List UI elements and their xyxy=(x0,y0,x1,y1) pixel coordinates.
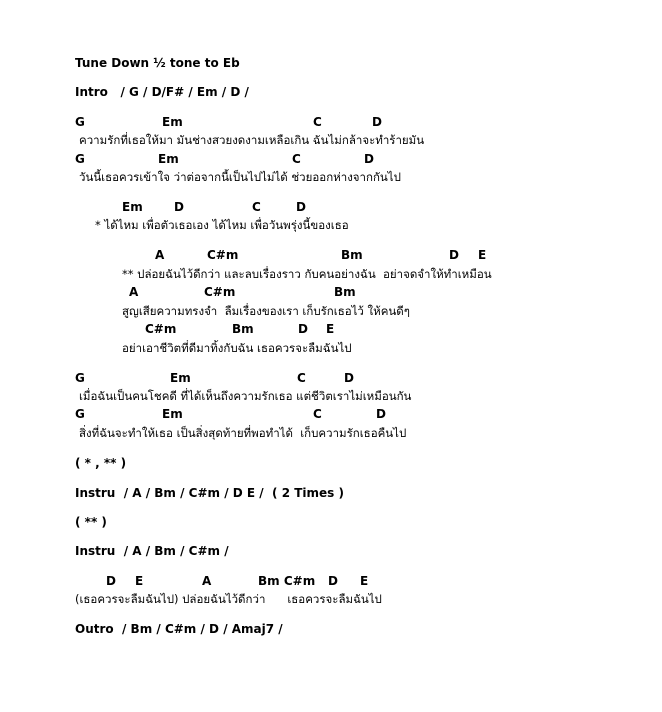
chord: Em xyxy=(170,371,191,385)
chord: A xyxy=(129,285,139,299)
lyric-line: อย่าเอาชีวิตที่ดีมาทิ้งกับฉัน เธอควรจะลืมฉันไป xyxy=(122,341,352,355)
chord: C#m xyxy=(207,248,239,262)
chord: A xyxy=(155,248,165,262)
instrumental-line: Instru / A / Bm / C#m / D E / ( 2 Times ) xyxy=(75,486,344,500)
chord: C xyxy=(297,371,306,385)
chord: A xyxy=(202,574,212,588)
chord: G xyxy=(75,115,85,129)
chord: Em xyxy=(162,407,183,421)
chord: Bm xyxy=(232,322,254,336)
chord: Bm C#m xyxy=(258,574,316,588)
chord: C xyxy=(252,200,261,214)
chord: D xyxy=(364,152,374,166)
repeat-marker: ( ** ) xyxy=(75,515,107,529)
chord: Em xyxy=(162,115,183,129)
chord: Bm xyxy=(334,285,356,299)
chord: D xyxy=(328,574,338,588)
chord: D xyxy=(372,115,382,129)
chord: E xyxy=(478,248,487,262)
chord: D xyxy=(298,322,308,336)
chord: G xyxy=(75,152,85,166)
chord: D xyxy=(344,371,354,385)
lyric-line: (เธอควรจะลืมฉันไป) ปล่อยฉันไว้ดีกว่า เธอควรจะลืมฉันไป xyxy=(75,592,382,606)
repeat-marker: ( * , ** ) xyxy=(75,456,127,470)
chord: C xyxy=(292,152,301,166)
chord: Em xyxy=(122,200,143,214)
chord: Em xyxy=(158,152,179,166)
chord: D xyxy=(449,248,459,262)
lyric-line: * ได้ไหม เพื่อตัวเธอเอง ได้ไหม เพื่อวันพรุ่งนี้ของเธอ xyxy=(95,218,349,232)
chord: C xyxy=(313,407,322,421)
lyric-line: สูญเสียความทรงจำ ลืมเรื่องของเรา เก็บรักเธอไว้ ให้คนดีๆ xyxy=(122,304,410,318)
chord: C xyxy=(313,115,322,129)
lyric-line: ** ปล่อยฉันไว้ดีกว่า และลบเรื่องราว กับคนอย่างฉัน อย่าจดจำให้ทำเหมือน xyxy=(122,267,492,281)
chord: D xyxy=(174,200,184,214)
chord: E xyxy=(360,574,369,588)
instrumental-line: Instru / A / Bm / C#m / xyxy=(75,544,229,558)
chord: C#m xyxy=(145,322,177,336)
chord: Bm xyxy=(341,248,363,262)
tuning-title: Tune Down ½ tone to Eb xyxy=(75,56,240,70)
lyric-line: เมื่อฉันเป็นคนโชคดี ที่ได้เห็นถึงความรักเธอ แต่ชีวิตเราไม่เหมือนกัน xyxy=(79,389,412,403)
outro-line: Outro / Bm / C#m / D / Amaj7 / xyxy=(75,622,283,636)
chord: E xyxy=(326,322,335,336)
intro-line: Intro / G / D/F# / Em / D / xyxy=(75,85,249,99)
chord: D xyxy=(106,574,116,588)
chord: G xyxy=(75,407,85,421)
chord: E xyxy=(135,574,144,588)
chord: C#m xyxy=(204,285,236,299)
chord: D xyxy=(296,200,306,214)
chord: D xyxy=(376,407,386,421)
chord: G xyxy=(75,371,85,385)
lyric-line: วันนี้เธอควรเข้าใจ ว่าต่อจากนี้เป็นไปไม่ได้ ช่วยออกห่างจากกันไป xyxy=(79,170,401,184)
lyric-line: ความรักที่เธอให้มา มันช่างสวยงดงามเหลือเกิน ฉันไม่กล้าจะทำร้ายมัน xyxy=(79,133,425,147)
lyric-line: สิ่งที่ฉันจะทำให้เธอ เป็นสิ่งสุดท้ายที่พอทำได้ เก็บความรักเธอคืนไป xyxy=(79,426,407,440)
